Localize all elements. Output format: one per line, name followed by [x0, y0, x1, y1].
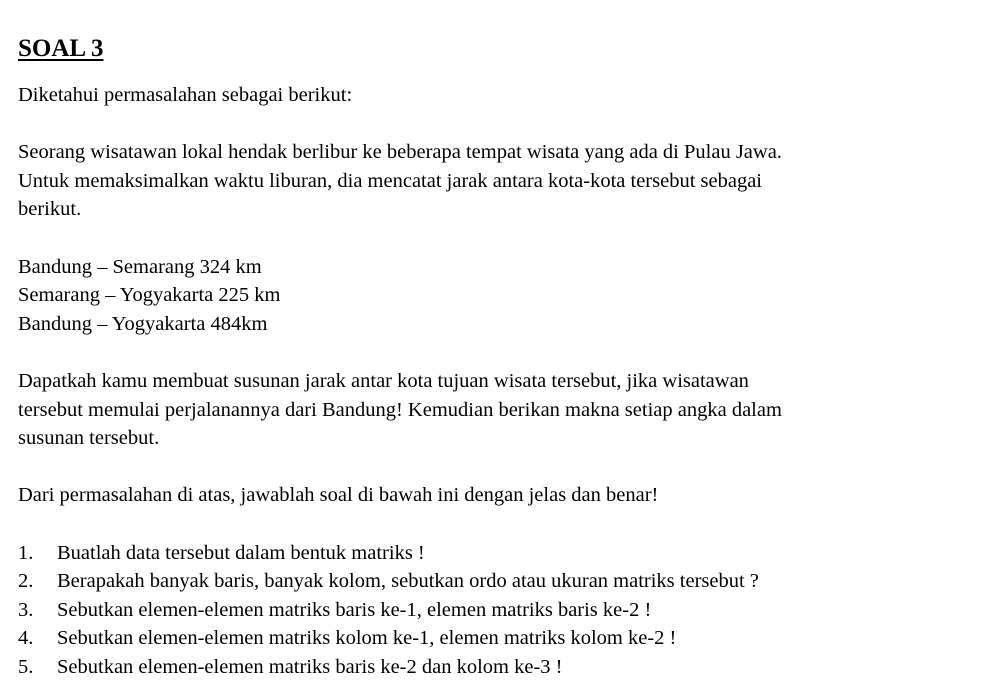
question-list — [18, 539, 978, 682]
spacer — [18, 510, 978, 539]
route-bandung-yogyakarta: Bandung – Yogyakarta 484km — [18, 312, 268, 335]
page-title: SOAL 3 — [18, 35, 104, 62]
task-line-1: Dapatkah kamu membuat susunan jarak antar kota tujuan wisata tersebut, jika wisatawan — [18, 369, 749, 392]
task-paragraph — [18, 367, 978, 453]
question-text: Buatlah data tersebut dalam bentuk matriks ! — [57, 541, 425, 564]
document-page — [18, 34, 978, 681]
question-item — [18, 624, 978, 653]
route-semarang-yogyakarta: Semarang – Yogyakarta 225 km — [18, 284, 281, 307]
problem-line-2: Untuk memaksimalkan waktu liburan, dia mencatat jarak antara kota-kota tersebut sebagai — [18, 169, 762, 192]
task-line-3: susunan tersebut. — [18, 427, 160, 450]
question-text: Sebutkan elemen-elemen matriks baris ke-2 dan kolom ke-3 ! — [57, 655, 563, 678]
intro-text: Diketahui permasalahan sebagai berikut: — [18, 84, 353, 106]
question-number: 2. — [18, 570, 34, 593]
question-item — [18, 596, 978, 625]
question-number: 4. — [18, 627, 34, 650]
problem-line-3: berikut. — [18, 198, 82, 221]
question-text: Sebutkan elemen-elemen matriks kolom ke-1, elemen matriks kolom ke-2 ! — [57, 627, 677, 650]
question-item — [18, 539, 978, 568]
spacer — [18, 453, 978, 482]
problem-paragraph — [18, 138, 978, 224]
spacer — [18, 338, 978, 367]
problem-line-1: Seorang wisatawan lokal hendak berlibur ke beberapa tempat wisata yang ada di Pulau Jawa. — [18, 141, 782, 164]
route-list — [18, 253, 978, 339]
task-line-2: tersebut memulai perjalanannya dari Bandung! Kemudian berikan makna setiap angka dalam — [18, 398, 782, 421]
question-text: Berapakah banyak baris, banyak kolom, sebutkan ordo atau ukuran matriks tersebut ? — [57, 570, 759, 593]
instruction-text: Dari permasalahan di atas, jawablah soal di bawah ini dengan jelas dan benar! — [18, 484, 659, 507]
question-text: Sebutkan elemen-elemen matriks baris ke-1, elemen matriks baris ke-2 ! — [57, 598, 652, 621]
question-number: 3. — [18, 598, 34, 621]
question-number: 1. — [18, 541, 34, 564]
question-number: 5. — [18, 655, 34, 678]
spacer — [18, 110, 978, 139]
route-bandung-semarang: Bandung – Semarang 324 km — [18, 255, 262, 278]
question-item — [18, 653, 978, 682]
question-item — [18, 567, 978, 596]
spacer — [18, 224, 978, 253]
